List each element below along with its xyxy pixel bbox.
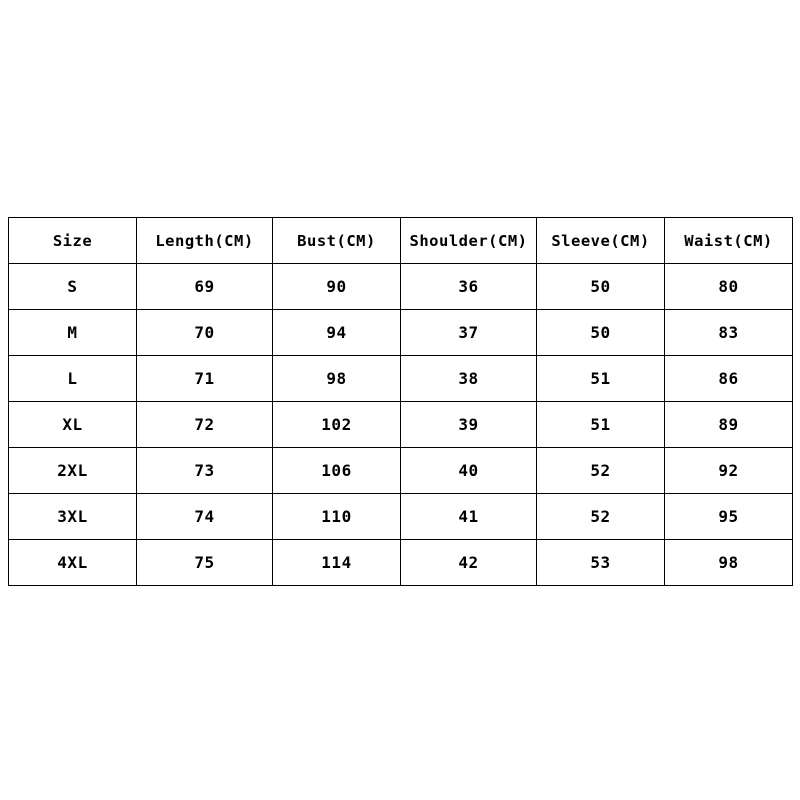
cell-bust: 110	[273, 494, 401, 540]
column-header-length: Length(CM)	[137, 218, 273, 264]
table-row	[9, 356, 793, 402]
table-header	[9, 218, 793, 264]
cell-bust: 114	[273, 540, 401, 586]
cell-shoulder: 41	[401, 494, 537, 540]
cell-sleeve: 50	[537, 264, 665, 310]
cell-waist: 86	[665, 356, 793, 402]
cell-shoulder: 39	[401, 402, 537, 448]
cell-sleeve: 50	[537, 310, 665, 356]
cell-length: 71	[137, 356, 273, 402]
cell-sleeve: 51	[537, 356, 665, 402]
cell-waist: 83	[665, 310, 793, 356]
table-row	[9, 264, 793, 310]
column-header-waist: Waist(CM)	[665, 218, 793, 264]
cell-shoulder: 36	[401, 264, 537, 310]
cell-size: S	[9, 264, 137, 310]
cell-length: 74	[137, 494, 273, 540]
cell-sleeve: 52	[537, 448, 665, 494]
cell-length: 75	[137, 540, 273, 586]
cell-shoulder: 37	[401, 310, 537, 356]
cell-sleeve: 53	[537, 540, 665, 586]
cell-length: 69	[137, 264, 273, 310]
cell-shoulder: 42	[401, 540, 537, 586]
table-header-row	[9, 218, 793, 264]
cell-bust: 90	[273, 264, 401, 310]
table-body	[9, 264, 793, 586]
cell-shoulder: 40	[401, 448, 537, 494]
cell-length: 70	[137, 310, 273, 356]
cell-waist: 89	[665, 402, 793, 448]
cell-size: 2XL	[9, 448, 137, 494]
cell-bust: 106	[273, 448, 401, 494]
cell-waist: 80	[665, 264, 793, 310]
size-chart-table	[8, 217, 793, 586]
cell-waist: 95	[665, 494, 793, 540]
cell-size: 3XL	[9, 494, 137, 540]
size-chart-container	[8, 217, 792, 586]
cell-waist: 98	[665, 540, 793, 586]
cell-bust: 94	[273, 310, 401, 356]
table-row	[9, 540, 793, 586]
table-row	[9, 310, 793, 356]
cell-size: L	[9, 356, 137, 402]
column-header-bust: Bust(CM)	[273, 218, 401, 264]
cell-size: M	[9, 310, 137, 356]
column-header-size: Size	[9, 218, 137, 264]
table-row	[9, 402, 793, 448]
cell-size: 4XL	[9, 540, 137, 586]
column-header-sleeve: Sleeve(CM)	[537, 218, 665, 264]
cell-waist: 92	[665, 448, 793, 494]
cell-length: 73	[137, 448, 273, 494]
column-header-shoulder: Shoulder(CM)	[401, 218, 537, 264]
cell-bust: 98	[273, 356, 401, 402]
cell-sleeve: 52	[537, 494, 665, 540]
table-row	[9, 494, 793, 540]
cell-sleeve: 51	[537, 402, 665, 448]
cell-bust: 102	[273, 402, 401, 448]
cell-size: XL	[9, 402, 137, 448]
table-row	[9, 448, 793, 494]
cell-shoulder: 38	[401, 356, 537, 402]
cell-length: 72	[137, 402, 273, 448]
